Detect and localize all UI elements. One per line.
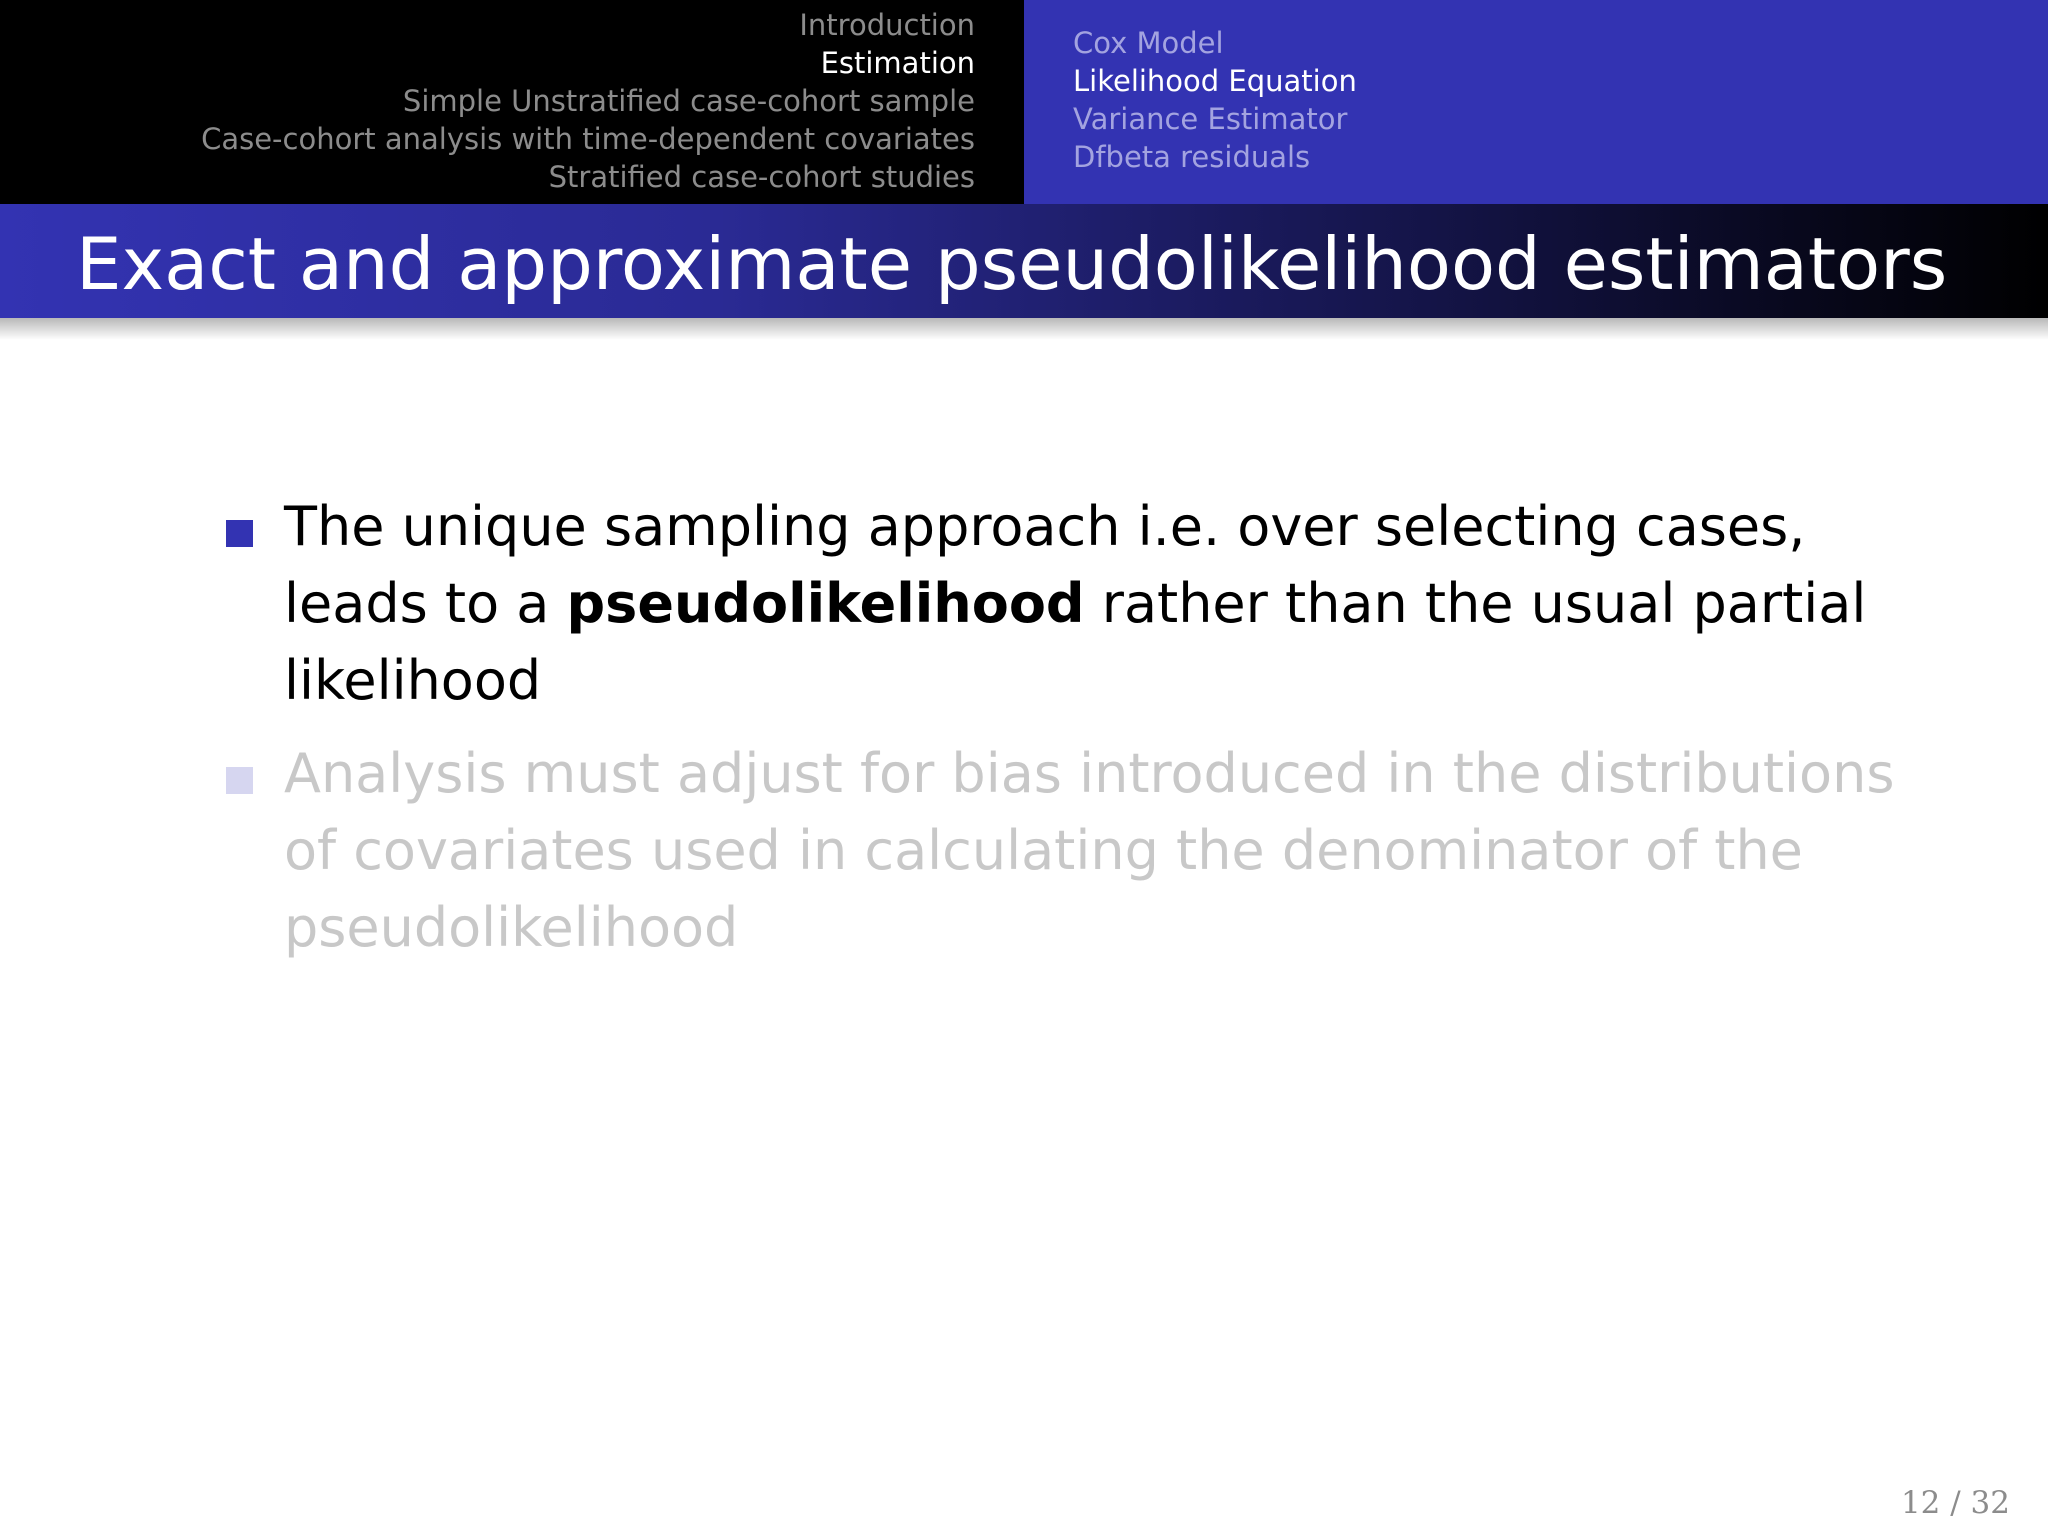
page-number: 12 / 32	[1900, 1485, 2010, 1521]
nav-subsection-cox-model[interactable]: Cox Model	[1073, 26, 1224, 60]
bullet-text-before: The unique sampling approach i.e. over selecting cases, leads to a	[284, 495, 1806, 635]
square-bullet-icon	[226, 767, 253, 794]
nav-section-simple-unstratified[interactable]: Simple Unstratified case-cohort sample	[402, 84, 975, 118]
nav-section-introduction[interactable]: Introduction	[799, 8, 975, 42]
frame-title-bar	[0, 204, 2048, 318]
bullet-text: Analysis must adjust for bias introduced in the distributions of covariates used in calculating the denominator of the pseudolikelihood	[284, 742, 1895, 959]
section-list	[201, 6, 975, 196]
title-shadow	[0, 318, 2048, 340]
square-bullet-icon	[226, 520, 253, 547]
subsection-list	[1073, 24, 1357, 176]
bullet-item	[222, 488, 1902, 719]
bullet-list	[222, 488, 1902, 982]
frame-title: Exact and approximate pseudolikelihood estimators	[76, 222, 1948, 306]
section-navigation	[0, 0, 1024, 204]
nav-section-time-dependent[interactable]: Case-cohort analysis with time-dependent covariates	[201, 122, 975, 156]
nav-subsection-variance-estimator[interactable]: Variance Estimator	[1073, 102, 1348, 136]
bullet-text-after: rather than the usual partial likelihood	[284, 572, 1867, 712]
subsection-navigation	[1024, 0, 2048, 204]
bullet-bold-term: pseudolikelihood	[566, 572, 1085, 635]
nav-subsection-dfbeta-residuals[interactable]: Dfbeta residuals	[1073, 140, 1311, 174]
nav-subsection-likelihood-equation[interactable]: Likelihood Equation	[1073, 64, 1357, 98]
nav-section-stratified[interactable]: Stratified case-cohort studies	[548, 160, 975, 194]
nav-section-estimation[interactable]: Estimation	[820, 46, 975, 80]
bullet-item-dimmed	[222, 735, 1902, 966]
